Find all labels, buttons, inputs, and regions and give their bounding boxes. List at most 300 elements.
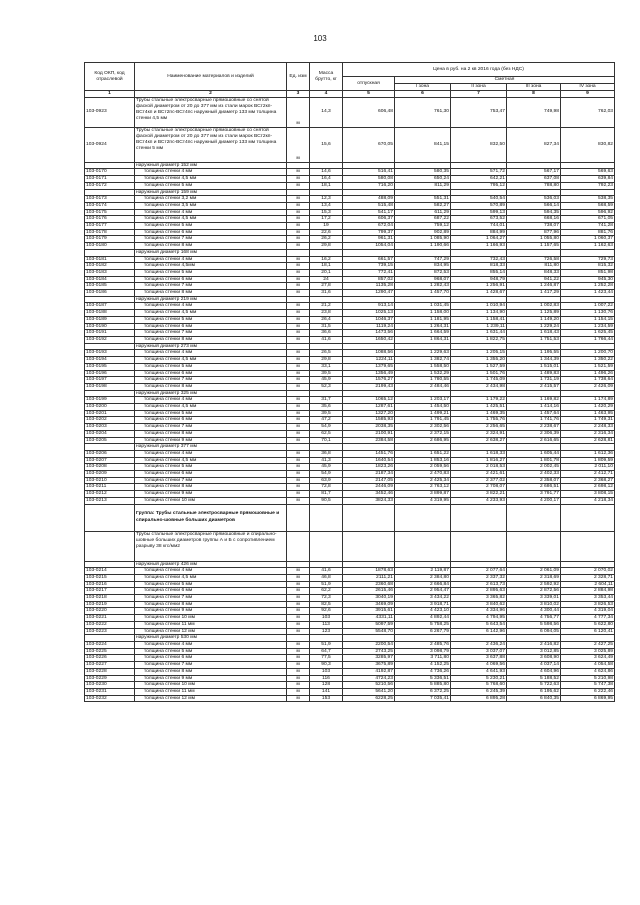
col-number: 7: [451, 91, 507, 98]
row-price-zone2: 2 708,07: [451, 484, 507, 491]
table-row: [85, 628, 615, 635]
row-price-zone4: 5 210,98: [561, 675, 615, 682]
row-price-zone4: 538,35: [561, 196, 615, 203]
table-row: [85, 283, 615, 290]
row-price-zone2: 1 755,76: [451, 417, 507, 424]
row-mass: 72,3: [310, 595, 343, 602]
row-price-release: [343, 249, 395, 256]
row-price-release: 1065,12: [343, 397, 395, 404]
row-mass: 35,6: [310, 404, 343, 411]
row-mass: 31,6: [310, 290, 343, 297]
row-unit: м: [287, 316, 310, 323]
row-price-zone4: 1 809,59: [561, 457, 615, 464]
row-name: толщина стенки 8 мм: [135, 430, 287, 437]
row-price-zone1: 1 031,45: [395, 303, 451, 310]
row-unit: м: [287, 642, 310, 649]
table-row: [85, 263, 615, 270]
row-mass: 52,3: [310, 383, 343, 390]
row-price-zone3: 2 416,82: [507, 642, 561, 649]
row-price-release: 3469,09: [343, 601, 395, 608]
row-price-release: [343, 296, 395, 303]
row-price-release: 1451,76: [343, 450, 395, 457]
row-name: толщина стенки 8 мм: [135, 290, 287, 297]
row-price-zone3: 1 169,82: [507, 397, 561, 404]
diameter-subheader: наружный диаметр 426 мм: [135, 561, 287, 568]
row-mass: 141: [310, 688, 343, 695]
table-row: [85, 444, 615, 451]
row-price-zone4: 6 120,41: [561, 628, 615, 635]
row-price-release: 1356,49: [343, 370, 395, 377]
row-code: 103-0197: [85, 377, 135, 384]
row-price-zone3: 2 306,39: [507, 430, 561, 437]
row-price-release: 4331,11: [343, 615, 395, 622]
row-price-zone3: 1 195,55: [507, 350, 561, 357]
row-price-zone4: 4 777,34: [561, 615, 615, 622]
row-price-zone1: [395, 296, 451, 303]
table-row: [85, 497, 615, 504]
row-price-zone1: 2 425,34: [395, 477, 451, 484]
row-code: 103-0923: [85, 97, 135, 127]
row-mass: 46,8: [310, 574, 343, 581]
row-price-release: 5097,59: [343, 621, 395, 628]
row-price-zone3: 594,35: [507, 209, 561, 216]
table-row: [85, 615, 615, 622]
row-mass: 54,9: [310, 471, 343, 478]
row-unit: м: [287, 236, 310, 243]
row-name: толщина стенки 4 мм: [135, 256, 287, 263]
row-price-release: 2111,21: [343, 574, 395, 581]
row-price-zone2: 2 256,65: [451, 424, 507, 431]
row-name: Трубы стальные электросварные прямошовные и спирально-шовные больших диаметров группы А и Б с сопротивлением разрыву 38 кгс/мм2: [135, 531, 287, 561]
row-code: 103-0212: [85, 491, 135, 498]
row-price-zone1: 902,89: [395, 229, 451, 236]
row-price-zone1: [395, 162, 451, 169]
table-row: [85, 196, 615, 203]
row-price-zone2: 1 166,93: [451, 243, 507, 250]
row-code: 103-0229: [85, 675, 135, 682]
row-price-zone3: 1 157,65: [507, 243, 561, 250]
row-price-zone2: 673,52: [451, 216, 507, 223]
row-price-release: 3675,89: [343, 662, 395, 669]
row-price-release: 2147,05: [343, 477, 395, 484]
row-price-zone3: 1 002,83: [507, 303, 561, 310]
row-name: толщина стенки 6 мм: [135, 655, 287, 662]
row-price-release: 1640,54: [343, 457, 395, 464]
row-unit: м: [287, 223, 310, 230]
row-price-zone3: 3 012,85: [507, 648, 561, 655]
row-price-zone3: 1 605,44: [507, 450, 561, 457]
row-name: толщина стенки 4,5 мм: [135, 176, 287, 183]
row-name: толщина стенки 12 мм: [135, 628, 287, 635]
row-code: 103-0227: [85, 662, 135, 669]
row-price-zone3: 811,80: [507, 263, 561, 270]
row-price-zone1: 1 499,21: [395, 410, 451, 417]
row-price-zone1: 6 372,25: [395, 688, 451, 695]
row-price-zone3: 726,58: [507, 256, 561, 263]
row-price-release: 4724,23: [343, 675, 395, 682]
row-name: толщина стенки 4,5мм: [135, 263, 287, 270]
table-row: [85, 662, 615, 669]
table-row: [85, 471, 615, 478]
row-price-zone1: 872,53: [395, 269, 451, 276]
row-price-release: 1088,56: [343, 350, 395, 357]
row-name: толщина стенки 4 мм: [135, 350, 287, 357]
row-name: толщина стенки 8 мм: [135, 601, 287, 608]
row-code: [85, 189, 135, 196]
table-row: [85, 601, 615, 608]
row-price-zone4: 3 624,49: [561, 655, 615, 662]
table-row: [85, 343, 615, 350]
row-price-release: 5210,56: [343, 682, 395, 689]
row-price-release: 3452,46: [343, 491, 395, 498]
row-price-zone1: 3 098,79: [395, 648, 451, 655]
table-row: [85, 682, 615, 689]
diameter-subheader: наружный диаметр 219 мм: [135, 296, 287, 303]
table-row: [85, 303, 615, 310]
row-price-zone3: 1 618,43: [507, 330, 561, 337]
row-price-zone3: [507, 444, 561, 451]
row-price-zone2: 2 018,53: [451, 464, 507, 471]
row-price-zone1: 1 085,90: [395, 236, 451, 243]
row-price-zone3: 2 872,56: [507, 588, 561, 595]
row-name: толщина стенки 4,5 мм: [135, 404, 287, 411]
row-price-release: 580,08: [343, 176, 395, 183]
row-price-zone1: 4 736,26: [395, 668, 451, 675]
row-name: толщина стенки 10 мм: [135, 682, 287, 689]
row-mass: 31,5: [310, 323, 343, 330]
row-price-zone4: [561, 343, 615, 350]
row-price-zone3: 2 415,57: [507, 383, 561, 390]
row-price-zone2: 855,14: [451, 269, 507, 276]
row-price-release: 1046,37: [343, 316, 395, 323]
row-code: 103-0215: [85, 574, 135, 581]
row-unit: м: [287, 370, 310, 377]
row-name: толщина стенки 4 мм: [135, 568, 287, 575]
row-unit: м: [287, 417, 310, 424]
row-name: толщина стенки 8 мм: [135, 668, 287, 675]
row-price-zone1: [395, 343, 451, 350]
row-name: Трубы стальные электросварные прямошовные со снятой фаской диаметром от 20 до 377 мм из стали марок ВСт2кп-ВСт4кп и ВСт2пс-ВСт4пс наружный диаметр 133 мм толщина стенки 4,5 мм: [135, 97, 287, 127]
row-price-zone4: 2 426,09: [561, 383, 615, 390]
col-number: 4: [310, 91, 343, 98]
row-price-zone3: 6 094,05: [507, 628, 561, 635]
row-code: 103-0189: [85, 316, 135, 323]
row-unit: м: [287, 363, 310, 370]
row-mass: [310, 444, 343, 451]
row-price-zone1: 2 119,87: [395, 568, 451, 575]
table-row: [85, 296, 615, 303]
table-row: [85, 424, 615, 431]
table-row: [85, 574, 615, 581]
row-price-zone4: 4 624,86: [561, 668, 615, 675]
table-row: [85, 621, 615, 628]
row-price-zone3: 6 195,62: [507, 688, 561, 695]
row-price-zone3: [507, 162, 561, 169]
row-price-zone2: 5 643,54: [451, 621, 507, 628]
row-price-release: 516,41: [343, 169, 395, 176]
row-price-zone1: 1 181,95: [395, 316, 451, 323]
row-price-zone2: 2 638,27: [451, 437, 507, 444]
table-row: [85, 363, 615, 370]
table-row: [85, 491, 615, 498]
row-code: 103-0196: [85, 370, 135, 377]
row-price-zone1: 968,07: [395, 276, 451, 283]
row-price-zone1: 687,22: [395, 216, 451, 223]
diameter-subheader: наружный диаметр 159 мм: [135, 189, 287, 196]
row-price-zone3: 567,17: [507, 169, 561, 176]
row-mass: 103: [310, 615, 343, 622]
row-price-zone3: 1 125,89: [507, 310, 561, 317]
row-unit: м: [287, 196, 310, 203]
col-release-header: отпускная: [343, 77, 395, 91]
row-price-zone2: 732,43: [451, 256, 507, 263]
row-price-zone2: 1 501,76: [451, 370, 507, 377]
row-price-zone1: 1 780,55: [395, 377, 451, 384]
row-code: 103-0218: [85, 595, 135, 602]
row-mass: [310, 504, 343, 531]
row-price-zone3: 1 457,64: [507, 410, 561, 417]
row-code: 103-0191: [85, 330, 135, 337]
row-unit: м: [287, 668, 310, 675]
row-unit: м: [287, 648, 310, 655]
row-price-zone3: 2 061,09: [507, 568, 561, 575]
row-price-zone2: 2 324,91: [451, 430, 507, 437]
row-code: 103-0181: [85, 256, 135, 263]
row-price-release: [343, 531, 395, 561]
row-mass: 39,5: [310, 410, 343, 417]
row-code: 103-0177: [85, 223, 135, 230]
row-code: 103-0230: [85, 682, 135, 689]
row-code: 103-0225: [85, 648, 135, 655]
table-body: [85, 97, 615, 702]
row-unit: м: [287, 216, 310, 223]
row-price-zone4: 596,92: [561, 209, 615, 216]
price-group-header: Цена в руб. на 2 кв 2016 года (без НДС): [343, 63, 615, 77]
row-mass: [310, 296, 343, 303]
row-price-zone2: 1 745,09: [451, 377, 507, 384]
row-price-zone1: 2 372,15: [395, 430, 451, 437]
row-price-zone3: [507, 635, 561, 642]
table-row: [85, 216, 615, 223]
row-price-zone4: [561, 162, 615, 169]
diameter-subheader: наружный диаметр 168 мм: [135, 249, 287, 256]
row-price-zone3: 1 246,87: [507, 283, 561, 290]
row-price-zone2: [451, 343, 507, 350]
row-price-zone2: 5 230,21: [451, 675, 507, 682]
row-price-zone3: 3 791,77: [507, 491, 561, 498]
row-price-zone1: 1 457,70: [395, 290, 451, 297]
row-price-release: 1327,20: [343, 410, 395, 417]
row-price-zone4: 2 412,71: [561, 471, 615, 478]
row-price-zone2: 570,89: [451, 202, 507, 209]
row-price-zone3: 566,14: [507, 202, 561, 209]
row-price-zone2: 6 895,28: [451, 695, 507, 702]
row-unit: м: [287, 357, 310, 364]
row-price-zone4: 6 869,95: [561, 695, 615, 702]
table-row: [85, 404, 615, 411]
row-mass: 64,7: [310, 648, 343, 655]
row-mass: 33,1: [310, 363, 343, 370]
row-mass: 72,8: [310, 484, 343, 491]
row-price-zone1: 747,29: [395, 256, 451, 263]
row-price-zone1: 1 158,00: [395, 310, 451, 317]
row-price-release: 913,14: [343, 303, 395, 310]
row-price-zone1: 5 885,80: [395, 682, 451, 689]
row-unit: м: [287, 169, 310, 176]
row-price-zone4: 5 622,80: [561, 621, 615, 628]
table-row: [85, 688, 615, 695]
row-price-release: 1025,13: [343, 310, 395, 317]
row-unit: м: [287, 256, 310, 263]
row-price-zone2: 1 816,27: [451, 457, 507, 464]
row-code: [85, 162, 135, 169]
table-row: [85, 655, 615, 662]
col-zone4-header: IV зона: [561, 84, 615, 91]
estimate-header: Сметная: [395, 77, 615, 84]
row-code: [85, 444, 135, 451]
row-price-zone2: 2 613,73: [451, 581, 507, 588]
row-price-zone1: 2 470,83: [395, 471, 451, 478]
row-unit: м: [287, 330, 310, 337]
row-price-zone1: 2 686,95: [395, 437, 451, 444]
row-price-zone4: 1 350,22: [561, 357, 615, 364]
row-code: 103-0183: [85, 269, 135, 276]
row-price-zone4: 1 007,22: [561, 303, 615, 310]
row-price-zone2: 4 641,93: [451, 668, 507, 675]
table-row: [85, 127, 615, 162]
row-price-zone1: 2 954,47: [395, 588, 451, 595]
row-unit: м: [287, 404, 310, 411]
table-row: [85, 581, 615, 588]
row-price-zone2: 2 337,32: [451, 574, 507, 581]
row-price-zone1: 1 264,31: [395, 323, 451, 330]
row-price-zone3: 738,07: [507, 223, 561, 230]
row-name: толщина стенки 10 мм: [135, 615, 287, 622]
row-price-release: 1135,28: [343, 283, 395, 290]
row-mass: 92,6: [310, 608, 343, 615]
row-name: толщина стенки 4,5 мм: [135, 310, 287, 317]
row-unit: м: [287, 588, 310, 595]
row-code: 103-0202: [85, 417, 135, 424]
row-unit: м: [287, 621, 310, 628]
row-price-zone2: 3 840,62: [451, 601, 507, 608]
row-price-zone2: 6 142,96: [451, 628, 507, 635]
row-price-zone4: 2 884,98: [561, 588, 615, 595]
col-number: 3: [287, 91, 310, 98]
row-price-zone3: 668,16: [507, 216, 561, 223]
row-price-zone2: 1 527,59: [451, 363, 507, 370]
row-price-release: 1473,56: [343, 330, 395, 337]
row-price-zone1: 1 454,50: [395, 404, 451, 411]
row-code: 103-0210: [85, 477, 135, 484]
row-name: толщина стенки 7 мм: [135, 283, 287, 290]
row-price-zone4: [561, 296, 615, 303]
row-price-release: 2446,09: [343, 484, 395, 491]
row-price-zone2: 2 377,02: [451, 477, 507, 484]
row-price-release: 606,48: [343, 97, 395, 127]
row-price-zone1: 2 666,84: [395, 581, 451, 588]
diameter-subheader: наружный диаметр 152 мм: [135, 162, 287, 169]
table-row: [85, 162, 615, 169]
row-unit: м: [287, 424, 310, 431]
row-price-zone3: [507, 343, 561, 350]
row-code: 103-0207: [85, 457, 135, 464]
row-price-release: 2200,54: [343, 642, 395, 649]
row-code: 103-0231: [85, 688, 135, 695]
row-unit: м: [287, 377, 310, 384]
row-price-release: 672,04: [343, 223, 395, 230]
table-row: [85, 276, 615, 283]
row-unit: м: [287, 688, 310, 695]
row-price-zone4: 1 162,63: [561, 243, 615, 250]
row-unit: [287, 390, 310, 397]
row-price-zone2: 4 233,93: [451, 497, 507, 504]
table-row: [85, 236, 615, 243]
row-mass: 113: [310, 621, 343, 628]
row-price-zone3: 4 604,96: [507, 668, 561, 675]
row-price-release: 670,05: [343, 127, 395, 162]
row-price-zone4: 3 025,89: [561, 648, 615, 655]
row-price-zone3: 3 810,02: [507, 601, 561, 608]
row-price-release: 3040,19: [343, 595, 395, 602]
row-unit: м: [287, 450, 310, 457]
row-code: 103-0228: [85, 668, 135, 675]
row-unit: м: [287, 323, 310, 330]
row-price-zone2: [451, 390, 507, 397]
row-price-zone2: 1 239,11: [451, 323, 507, 330]
row-unit: м: [287, 574, 310, 581]
row-code: 103-0194: [85, 357, 135, 364]
row-price-release: 1576,27: [343, 377, 395, 384]
row-price-zone3: 536,03: [507, 196, 561, 203]
row-price-zone2: 540,54: [451, 196, 507, 203]
row-price-zone2: 948,79: [451, 276, 507, 283]
row-price-zone3: 3 608,90: [507, 655, 561, 662]
row-price-zone4: 1 200,70: [561, 350, 615, 357]
row-price-zone4: 1 612,36: [561, 450, 615, 457]
row-price-release: 799,37: [343, 229, 395, 236]
table-row: [85, 169, 615, 176]
row-price-release: 2360,68: [343, 581, 395, 588]
row-name: толщина стенки 5 мм: [135, 363, 287, 370]
row-price-zone1: 759,12: [395, 223, 451, 230]
row-unit: м: [287, 336, 310, 343]
row-price-zone1: 5 336,51: [395, 675, 451, 682]
row-price-zone3: 1 055,80: [507, 236, 561, 243]
row-price-zone1: 611,29: [395, 209, 451, 216]
row-name: толщина стенки 4 мм: [135, 642, 287, 649]
row-price-release: 3824,33: [343, 497, 395, 504]
table-row: [85, 504, 615, 531]
row-price-zone2: 753,47: [451, 97, 507, 127]
row-code: 103-0204: [85, 430, 135, 437]
row-price-zone2: [451, 162, 507, 169]
row-name: толщина стенки 11 мм: [135, 621, 287, 628]
row-price-zone2: 3 637,88: [451, 655, 507, 662]
row-mass: [310, 531, 343, 561]
row-price-release: 3915,61: [343, 608, 395, 615]
row-code: 103-0187: [85, 303, 135, 310]
row-mass: 39,5: [310, 370, 343, 377]
row-price-zone4: [561, 635, 615, 642]
row-price-release: 5641,20: [343, 688, 395, 695]
row-unit: м: [287, 430, 310, 437]
row-code: 103-0173: [85, 196, 135, 203]
row-unit: м: [287, 497, 310, 504]
row-price-zone4: 4 054,58: [561, 662, 615, 669]
row-price-zone3: 6 840,35: [507, 695, 561, 702]
row-price-zone1: 582,27: [395, 202, 451, 209]
